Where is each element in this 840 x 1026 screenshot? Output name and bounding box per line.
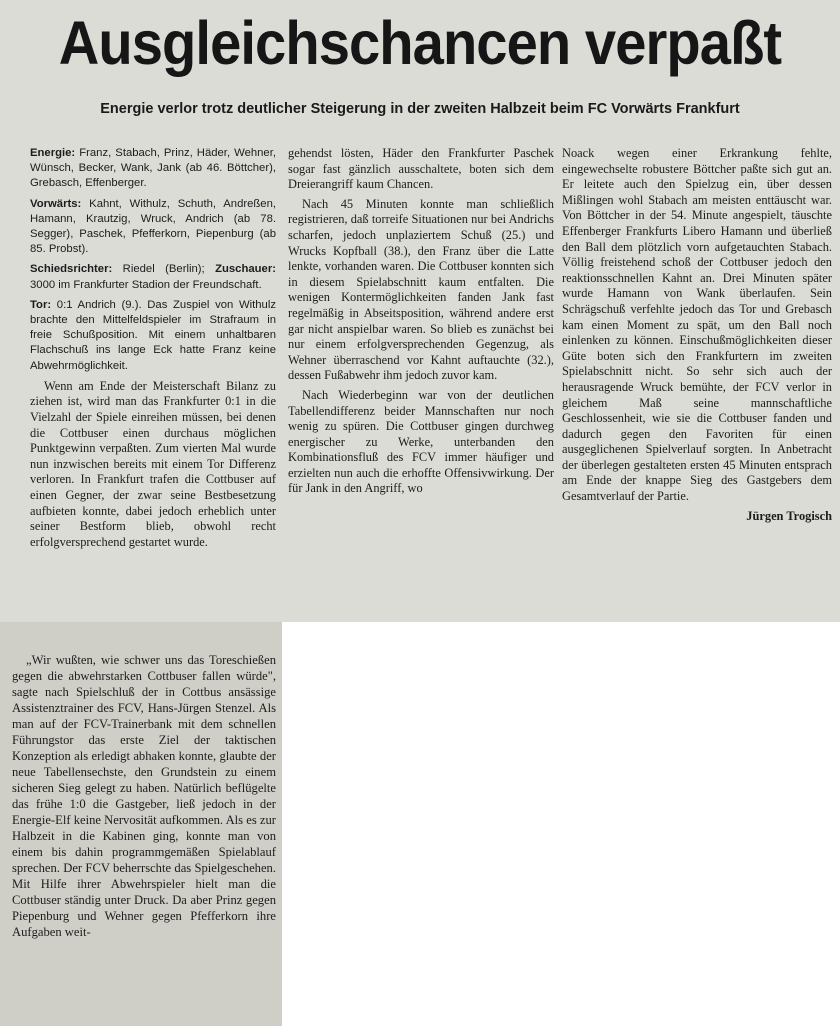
paragraph: Wenn am Ende der Meisterschaft Bilanz zu ziehen ist, wird man das Frankfurter 0:1 in die Vielzahl der Spiele einreihen müssen, bei denen die Cottbuser einen durchaus möglichen Punktgewinn verpaßten. Zum vierten Mal wurde nun inzwischen bereits mit einem Tor Differenz verloren. In Frankfurt trafen die Cottbuser auf einen Gegner, der zwar seine Bestbesetzung aufbieten konnte, dabei jedoch erheblich unter seiner Bestform blieb, obwohl recht erfolgversprechend gestartet wurde. <box>30 378 276 549</box>
referee-text: Riedel (Berlin); <box>122 263 205 276</box>
paragraph: Noack wegen einer Erkrankung fehlte, eingewechselte robustere Böttcher paßte sich gut an. Er leitete auch den Spielzug ein, über dessen Mißlingen wohl Stabach am meisten enttäuscht war. Von Böttcher in der 54. Minute angespielt, täuschte Effenberger Frankfurts Libero Hamann und überließ den Ball dem plötzlich vorn aufgetauchten Stabach. Völlig freistehend schoß der Cottbuser jedoch den reaktionsschnellen Kahnt an. Drei Minuten später wurde Hamann von Wank überlaufen. Sein Schrägschuß verfehlte jedoch das Tor und Grebasch kam einen Moment zu spät, um den Ball noch einlenken zu können. Einschußmöglichkeiten dieser Güte boten sich den Frankfurtern im zweiten Spielabschnitt nicht. So sehr sich auch der herausragende Wruck bemühte, der FCV verlor in gleichem Maß seine mannschaftliche Geschlossenheit, wie sie die Cottbuser fanden und dadurch gegen den Favoriten für einen ausgeglichenen Spielverlauf sorgten. In Anbetracht der überlegen gestalteten ersten 45 Minuten entsprach am Ende der knappe Sieg des Gastgebers dem Gesamtverlauf der Partie. <box>562 146 832 504</box>
article-column-continuation <box>12 652 276 1022</box>
paragraph: gehendst lösten, Häder den Frankfurter Paschek sogar fast gänzlich ausschaltete, boten sich dem Dreierangriff kaum Chancen. <box>288 146 554 192</box>
article-column-1 <box>30 146 276 622</box>
referee-label: Schiedsrichter: <box>30 263 113 276</box>
paragraph: „Wir wußten, wie schwer uns das Toreschießen gegen die abwehrstarken Cottbuser fallen würde", sagte nach Spielschluß der in Cottbus ansässige Assistenztrainer des FCV, Hans-Jürgen Stenzel. Als man auf der FCV-Trainerbank mit dem schnellen Führungstor das erste Ziel der taktischen Konzeption als erledigt abhaken konnte, glaubte der neue Tabellensechste, den Grundstein zu einem sicheren Sieg gelegt zu haben. Natürlich beflügelte das frühe 1:0 die Gastgeber, ließ jedoch in der Energie-Elf keine Nervosität aufkommen. Als es zur Halbzeit in die Kabinen ging, konnte man von einem bis dahin programmgemäßen Spielablauf sprechen. Der FCV beherrschte das Spielgeschehen. Mit Hilfe ihrer Abwehrspieler hielt man die Cottbuser ständig unter Druck. Da aber Prinz gegen Piepenburg und Wehner gegen Pfefferkorn ihre Aufgaben weit- <box>12 653 276 939</box>
lineup-vorwaerts <box>30 197 276 258</box>
lineup-vorwaerts-label: Vorwärts: <box>30 197 82 210</box>
match-officials <box>30 262 276 292</box>
goal-label: Tor: <box>30 298 52 311</box>
lineup-energie-label: Energie: <box>30 147 76 159</box>
paragraph: Nach 45 Minuten konnte man schließlich registrieren, daß torreife Situationen nur bei Andrichs scharfen, jedoch unplaziertem Schuß (25.) und Wrucks Kopfball (38.), den Franz über die Latte lenkte, vorhanden waren. Die Cottbuser konnten sich in diesem Spielabschnitt kaum entfalten. Die wenigen Kontermöglichkeiten fanden Jank fast regelmäßig in Abseitsposition, während andere erst gar nicht anspielbar waren. So blieb es zunächst bei nur einem erfolgversprechenden Gegenzug, als Wehner überraschend vor Kahnt auftauchte (32.), dessen Fußabwehr ihm jedoch zuvor kam. <box>288 196 554 383</box>
paragraph: Nach Wiederbeginn war von der deutlichen Tabellendifferenz beider Mannschaften nur noch wenig zu spüren. Die Cottbuser gingen durchweg energischer zu Werke, unterbanden den Kombinationsfluß des FCV immer häufiger und erzielten nun auch die erhoffte Offensivwirkung. Der für Jank in den Angriff, wo <box>288 387 554 496</box>
spectators-label: Zuschauer: <box>215 263 276 276</box>
article-column-3 <box>562 146 832 622</box>
lineup-energie <box>30 146 276 192</box>
goal-text: 0:1 Andrich (9.). Das Zuspiel von Withulz brachte den Mittelfeldspieler im Strafraum in freie Schußposition. Mit einem unhaltbaren Flachschuß ins lange Eck hatte Franz keine Abwehrmöglichkeit. <box>30 298 276 372</box>
headline: Ausgleichschancen verpaßt <box>58 9 782 77</box>
subheadline: Energie verlor trotz deutlicher Steigerung in der zweiten Halbzeit beim FC Vorwärts Frankfurt <box>100 101 740 117</box>
spectators-text: 3000 im Frankfurter Stadion der Freundschaft. <box>30 278 262 291</box>
author-signature: Jürgen Trogisch <box>746 508 832 523</box>
lineup-energie-text: Franz, Stabach, Prinz, Häder, Wehner, Wünsch, Becker, Wank, Jank (ab 46. Böttcher), Grebasch, Effenberger. <box>30 147 276 190</box>
article-column-2 <box>288 146 554 622</box>
goal-info <box>30 298 276 374</box>
lineup-vorwaerts-text: Kahnt, Withulz, Schuth, Andreßen, Hamann, Krautzig, Wruck, Andrich (ab 78. Segger), Paschek, Pfefferkorn, Piepenburg (ab 85. Probst). <box>30 197 276 256</box>
